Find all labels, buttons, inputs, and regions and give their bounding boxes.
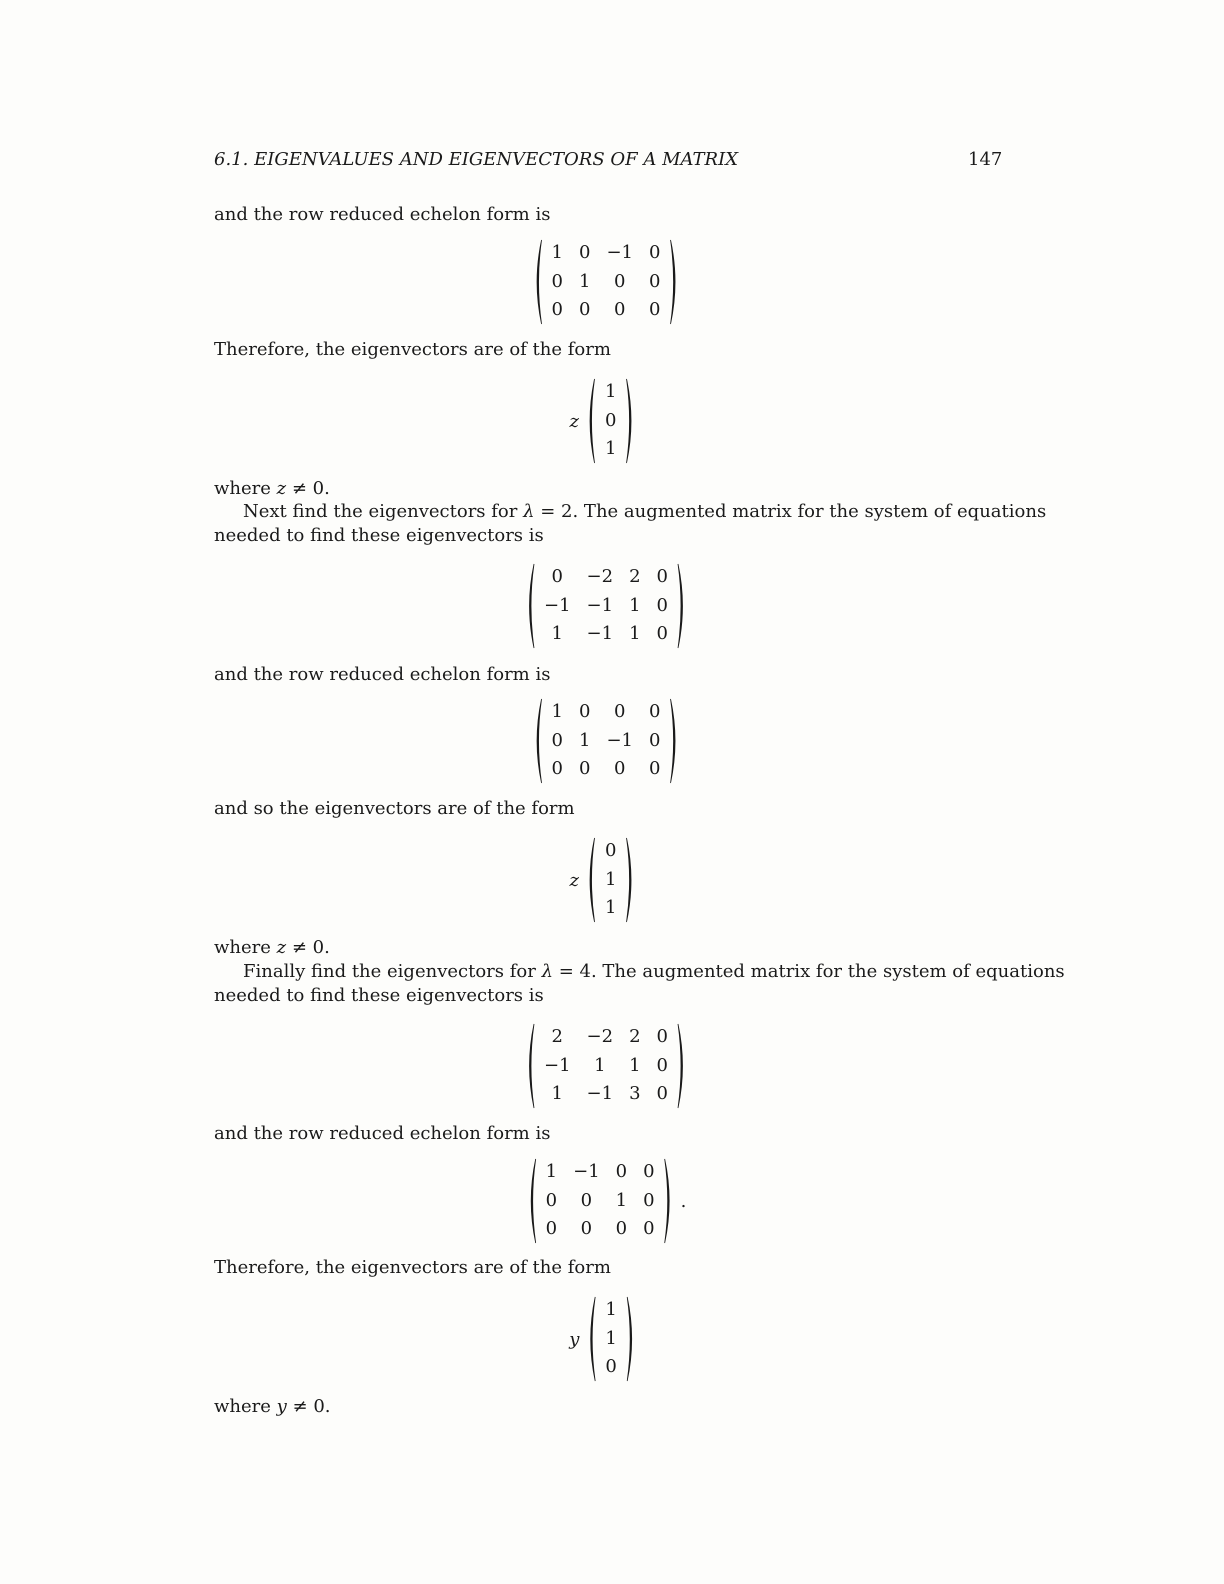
right-paren xyxy=(668,239,680,325)
left-paren xyxy=(585,837,597,923)
matrix-entry: 0 xyxy=(649,299,661,321)
matrix-entry: 0 xyxy=(643,1161,655,1183)
matrix-row xyxy=(597,407,624,436)
matrix-entry: 1 xyxy=(551,623,563,645)
matrix-row xyxy=(536,620,676,649)
matrix-entry: 0 xyxy=(643,1218,655,1240)
matrix-entry: −1 xyxy=(586,1083,614,1105)
matrix-entry: 1 xyxy=(579,270,591,292)
matrix-row xyxy=(536,592,676,621)
matrix-row xyxy=(544,755,669,784)
paragraph xyxy=(214,936,330,960)
matrix-entry: 0 xyxy=(551,758,563,780)
matrix-entry: 0 xyxy=(615,1161,628,1183)
matrix-entry: 0 xyxy=(656,1026,668,1048)
matrix-entry: 0 xyxy=(579,758,591,780)
paragraph: and the row reduced echelon form is xyxy=(214,664,551,685)
paragraph xyxy=(214,1395,331,1419)
matrix-row xyxy=(597,866,624,895)
matrix-entry: 1 xyxy=(594,1054,606,1076)
matrix-row xyxy=(544,296,669,325)
matrix-entry: 1 xyxy=(605,438,617,460)
matrix-row xyxy=(544,727,669,756)
vector xyxy=(570,837,637,923)
matrix-entry: 0 xyxy=(605,409,617,431)
matrix-entry: −1 xyxy=(606,242,633,264)
matrix-entry: 1 xyxy=(579,729,591,751)
text: ≠ 0. xyxy=(286,1396,331,1417)
matrix-entry: 1 xyxy=(551,701,563,723)
left-paren xyxy=(524,563,536,649)
matrix-row xyxy=(538,1158,663,1187)
matrix xyxy=(532,698,681,784)
matrix-entry: 1 xyxy=(551,1083,563,1105)
matrix-entry: 0 xyxy=(649,242,661,264)
text: Finally find the eigenvectors for xyxy=(243,961,542,982)
text: where xyxy=(214,1396,277,1417)
matrix-entry: 1 xyxy=(545,1161,558,1183)
matrix-entry: 0 xyxy=(545,1218,558,1240)
text: = 4. The augmented matrix for the system of equations xyxy=(552,961,1065,982)
matrix-entry: 0 xyxy=(614,701,626,723)
matrix-entry: 0 xyxy=(649,729,661,751)
vector xyxy=(569,1296,637,1382)
paragraph: and the row reduced echelon form is xyxy=(214,1123,551,1144)
matrix-entry: 0 xyxy=(656,1083,668,1105)
matrix-row xyxy=(597,1325,624,1354)
matrix-entry: 0 xyxy=(551,729,563,751)
scalar-var: y xyxy=(569,1328,580,1350)
matrix-entry: 1 xyxy=(551,242,563,264)
text: ≠ 0. xyxy=(286,478,330,499)
paragraph xyxy=(243,500,1046,524)
matrix-entry: −1 xyxy=(606,729,633,751)
matrix-row xyxy=(597,1353,624,1382)
matrix-entry: 0 xyxy=(551,270,563,292)
matrix-entry: 2 xyxy=(629,1026,641,1048)
left-paren xyxy=(585,1296,597,1382)
matrix-entry: 0 xyxy=(580,1189,593,1211)
running-header: 6.1. EIGENVALUES AND EIGENVECTORS OF A MATRIX xyxy=(214,149,739,170)
matrix-row xyxy=(597,894,624,923)
matrix-entry: 0 xyxy=(614,270,626,292)
matrix-entry: 0 xyxy=(656,623,668,645)
matrix xyxy=(532,239,681,325)
matrix-entry: −1 xyxy=(544,1054,571,1076)
matrix-entry: 0 xyxy=(656,594,668,616)
left-paren xyxy=(526,1158,538,1244)
punctuation: . xyxy=(680,1190,687,1212)
paragraph: Therefore, the eigenvectors are of the form xyxy=(214,1257,611,1278)
matrix-entry: 0 xyxy=(649,701,661,723)
math-var: λ xyxy=(523,501,535,522)
matrix-entry: 1 xyxy=(605,868,617,890)
paragraph: and the row reduced echelon form is xyxy=(214,204,551,225)
matrix-entry: 1 xyxy=(615,1189,628,1211)
matrix-entry: −2 xyxy=(586,566,614,588)
paragraph: needed to find these eigenvectors is xyxy=(214,985,544,1006)
matrix xyxy=(524,563,688,649)
matrix-entry: 2 xyxy=(629,566,641,588)
right-paren xyxy=(625,1296,637,1382)
matrix-row xyxy=(597,378,624,407)
right-paren xyxy=(676,563,688,649)
paragraph: needed to find these eigenvectors is xyxy=(214,525,544,546)
matrix-entry: 0 xyxy=(656,1054,668,1076)
matrix-row xyxy=(536,1080,676,1109)
matrix-row xyxy=(544,239,669,268)
scalar-var: z xyxy=(569,410,580,432)
matrix-row xyxy=(597,1296,624,1325)
matrix-row xyxy=(536,563,676,592)
left-paren xyxy=(532,239,544,325)
matrix-entry: 2 xyxy=(551,1026,563,1048)
left-paren xyxy=(585,378,597,464)
matrix-entry: 0 xyxy=(656,566,668,588)
right-paren xyxy=(663,1158,675,1244)
left-paren xyxy=(524,1023,536,1109)
matrix xyxy=(526,1158,687,1244)
matrix-row xyxy=(538,1215,663,1244)
matrix-entry: 0 xyxy=(605,840,617,862)
matrix-entry: 0 xyxy=(615,1218,628,1240)
matrix-row xyxy=(536,1052,676,1081)
matrix xyxy=(524,1023,688,1109)
left-paren xyxy=(532,698,544,784)
right-paren xyxy=(624,837,636,923)
matrix-row xyxy=(536,1023,676,1052)
paragraph: Therefore, the eigenvectors are of the form xyxy=(214,339,611,360)
text: Next find the eigenvectors for xyxy=(243,501,524,522)
right-paren xyxy=(624,378,636,464)
matrix-entry: 0 xyxy=(580,1218,593,1240)
right-paren xyxy=(676,1023,688,1109)
matrix-entry: 0 xyxy=(551,566,563,588)
matrix-entry: 0 xyxy=(545,1189,558,1211)
matrix-row xyxy=(597,435,624,464)
text: ≠ 0. xyxy=(286,937,330,958)
matrix-entry: 1 xyxy=(629,1054,641,1076)
matrix-entry: 1 xyxy=(629,594,641,616)
matrix-entry: −2 xyxy=(586,1026,614,1048)
matrix-entry: −1 xyxy=(586,623,614,645)
matrix-entry: 0 xyxy=(649,758,661,780)
matrix-entry: 0 xyxy=(614,299,626,321)
matrix-entry: 0 xyxy=(551,299,563,321)
paragraph xyxy=(214,477,330,501)
math-var: y xyxy=(276,1396,287,1417)
matrix-entry: 0 xyxy=(649,270,661,292)
matrix-row xyxy=(544,698,669,727)
page-number: 147 xyxy=(968,149,1003,170)
vector xyxy=(570,378,637,464)
matrix-entry: 0 xyxy=(579,701,591,723)
scalar-var: z xyxy=(569,869,580,891)
matrix-entry: 1 xyxy=(605,381,617,403)
text: where xyxy=(214,478,277,499)
math-var: z xyxy=(276,478,287,499)
matrix-entry: 0 xyxy=(614,758,626,780)
matrix-entry: −1 xyxy=(586,594,614,616)
matrix-row xyxy=(538,1187,663,1216)
matrix-entry: 1 xyxy=(605,1327,617,1349)
paragraph xyxy=(243,960,1065,984)
matrix-entry: 1 xyxy=(629,623,641,645)
right-paren xyxy=(668,698,680,784)
text: = 2. The augmented matrix for the system of equations xyxy=(534,501,1047,522)
paragraph: and so the eigenvectors are of the form xyxy=(214,798,575,819)
matrix-row xyxy=(597,837,624,866)
matrix-entry: 1 xyxy=(605,897,617,919)
matrix-entry: 1 xyxy=(605,1299,617,1321)
matrix-entry: 0 xyxy=(643,1189,655,1211)
matrix-entry: −1 xyxy=(544,594,571,616)
matrix-entry: 0 xyxy=(579,242,591,264)
matrix-entry: 3 xyxy=(629,1083,641,1105)
math-var: λ xyxy=(541,961,553,982)
math-var: z xyxy=(276,937,287,958)
matrix-entry: 0 xyxy=(579,299,591,321)
matrix-row xyxy=(544,268,669,297)
matrix-entry: −1 xyxy=(573,1161,600,1183)
matrix-entry: 0 xyxy=(605,1356,617,1378)
text: where xyxy=(214,937,277,958)
